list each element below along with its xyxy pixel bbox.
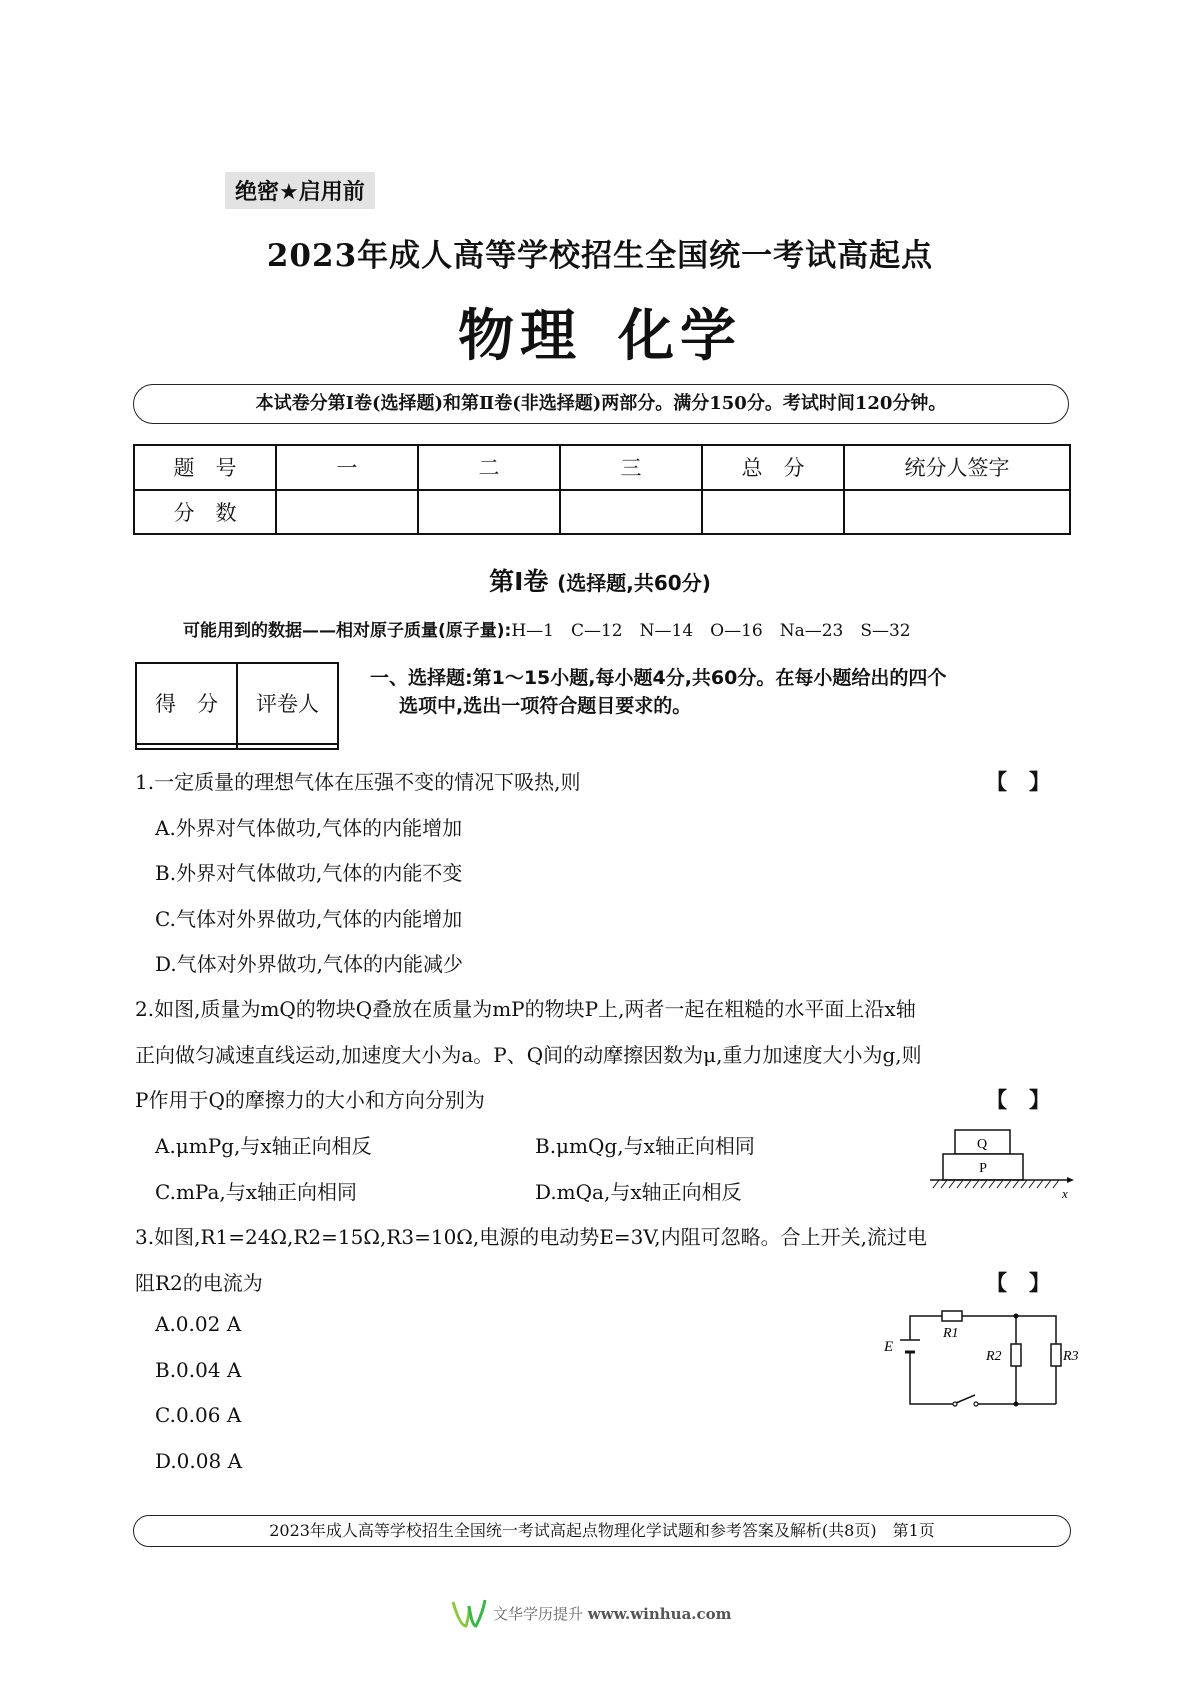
score-row-label: 分 数: [134, 490, 276, 535]
score-header-cell: 三: [560, 445, 702, 490]
label-x: x: [1062, 1186, 1068, 1201]
resistor-r1: [942, 1311, 962, 1321]
winhua-logo-icon: [450, 1596, 488, 1632]
q1-option-b: B.外界对气体做功,气体的内能不变: [155, 861, 463, 885]
q1-option-a: A.外界对气体做功,气体的内能增加: [155, 816, 463, 840]
circuit-wires: [910, 1316, 1056, 1404]
score-table: [133, 444, 1071, 535]
q1-option-d: D.气体对外界做功,气体的内能减少: [155, 952, 464, 976]
grader-table: [135, 662, 339, 750]
grader-score-label: 得 分: [136, 663, 237, 744]
answer-bracket[interactable]: 【】: [986, 769, 1072, 794]
q2-option-b: B.μmQg,与x轴正向相同: [535, 1134, 755, 1158]
exam-notice: 本试卷分第Ⅰ卷(选择题)和第Ⅱ卷(非选择题)两部分。满分150分。考试时间120分钟。: [133, 384, 1069, 424]
q3-option-d: D.0.08 A: [155, 1449, 243, 1473]
atomic-masses: [183, 616, 911, 641]
section-note: (选择题,共60分): [557, 571, 711, 595]
subject-physics: 物理: [458, 304, 582, 369]
question-3-stem-line: 3.如图,R1=24Ω,R2=15Ω,R3=10Ω,电源的电动势E=3V,内阻可忽略。合上开关,流过电: [135, 1225, 927, 1249]
page-footer: 2023年成人高等学校招生全国统一考试高起点物理化学试题和参考答案及解析(共8页) 第1页: [133, 1515, 1071, 1547]
label-r1: R1: [943, 1326, 959, 1341]
grader-name-cell[interactable]: [237, 744, 338, 749]
score-header-cell: 总 分: [702, 445, 844, 490]
q2-option-c: C.mPa,与x轴正向相同: [155, 1180, 358, 1204]
blocks-figure: [925, 1120, 1075, 1202]
score-cell[interactable]: [844, 490, 1070, 535]
label-r2: R2: [986, 1349, 1002, 1364]
x-axis-arrow: [1067, 1177, 1074, 1183]
watermark-url[interactable]: www.winhua.com: [587, 1605, 732, 1623]
q3-option-a: A.0.02 A: [155, 1312, 242, 1336]
question-2-stem-line: 2.如图,质量为mQ的物块Q叠放在质量为mP的物块P上,两者一起在粗糙的水平面上沿x轴: [135, 997, 916, 1021]
subject-title: [0, 292, 1200, 372]
score-cell[interactable]: [560, 490, 702, 535]
resistor-r3: [1051, 1344, 1061, 1366]
secret-mark: 绝密★启用前: [225, 172, 375, 209]
switch-lever: [956, 1395, 975, 1403]
ground-hatching: [933, 1180, 1059, 1188]
answer-bracket[interactable]: 【】: [986, 1087, 1072, 1112]
section-label: 第Ⅰ卷: [489, 567, 549, 596]
exam-title: 2023年成人高等学校招生全国统一考试高起点: [266, 238, 934, 274]
junction-dot: [1014, 1314, 1019, 1319]
answer-bracket[interactable]: 【】: [986, 1270, 1072, 1295]
q2-option-d: D.mQa,与x轴正向相反: [535, 1180, 742, 1204]
instruction-line: 选项中,选出一项符合题目要求的。: [399, 695, 692, 717]
score-header-cell: 统分人签字: [844, 445, 1070, 490]
grader-score-cell[interactable]: [136, 744, 237, 749]
atomic-label: 可能用到的数据——相对原子质量(原子量):: [183, 621, 512, 641]
question-2-stem-line: 正向做匀减速直线运动,加速度大小为a。P、Q间的动摩擦因数为μ,重力加速度大小为g,则: [135, 1043, 922, 1067]
watermark-name: 文华学历提升: [493, 1605, 584, 1623]
score-header-cell: 一: [276, 445, 418, 490]
q2-option-a: A.μmPg,与x轴正向相反: [155, 1134, 372, 1158]
choice-instructions: [370, 664, 1070, 720]
q1-option-c: C.气体对外界做功,气体的内能增加: [155, 907, 463, 931]
resistor-r2: [1011, 1344, 1021, 1366]
subject-chemistry: 化学: [618, 304, 742, 369]
question-2-stem-line: P作用于Q的摩擦力的大小和方向分别为: [135, 1088, 485, 1112]
score-header-cell: 题 号: [134, 445, 276, 490]
q3-option-b: B.0.04 A: [155, 1358, 242, 1382]
instruction-line: 一、选择题:第1～15小题,每小题4分,共60分。在每小题给出的四个: [370, 667, 947, 689]
label-q: Q: [976, 1137, 988, 1152]
switch-terminal: [974, 1402, 978, 1406]
q3-option-c: C.0.06 A: [155, 1403, 242, 1427]
watermark-text: [493, 1603, 732, 1624]
question-3-stem-line: 阻R2的电流为: [135, 1271, 263, 1295]
label-r3: R3: [1063, 1349, 1079, 1364]
circuit-figure: [880, 1300, 1080, 1415]
label-e: E: [884, 1339, 894, 1355]
score-header-cell: 二: [418, 445, 560, 490]
score-cell[interactable]: [702, 490, 844, 535]
grader-name-label: 评卷人: [237, 663, 338, 744]
label-p: P: [979, 1161, 987, 1176]
section-title: [0, 562, 1200, 598]
atomic-values: H—1 C—12 N—14 O—16 Na—23 S—32: [511, 621, 911, 641]
score-cell[interactable]: [276, 490, 418, 535]
junction-dot: [1014, 1402, 1019, 1407]
score-cell[interactable]: [418, 490, 560, 535]
question-1-stem: 1.一定质量的理想气体在压强不变的情况下吸热,则: [135, 770, 581, 794]
